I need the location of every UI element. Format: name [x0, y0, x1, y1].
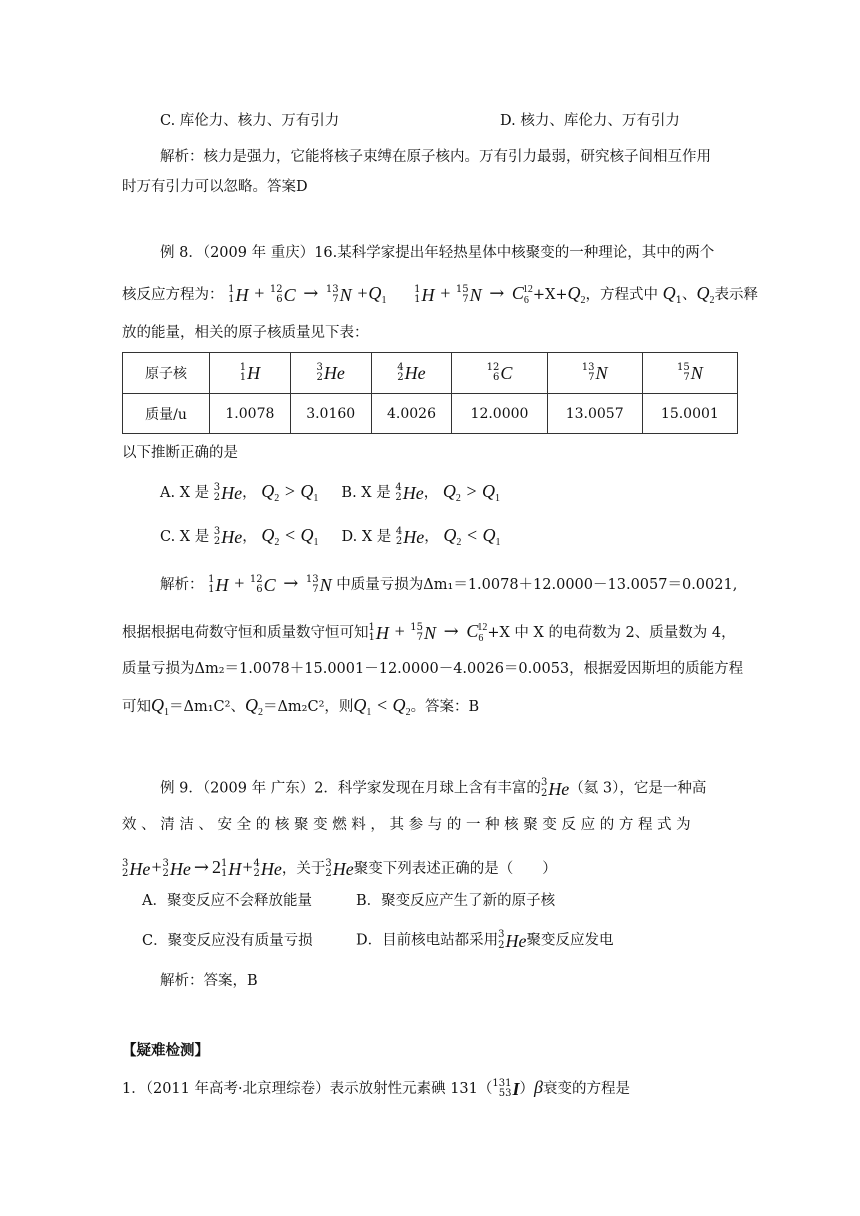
ex9-line1: 例 9．（2009 年 广东）2．科学家发现在月球上含有丰富的 3 2 He （氦 3），它是一种高 [160, 777, 707, 799]
nuclide-H1-b: 1 1 H [414, 283, 435, 305]
ex8-options-ab: A. X 是 3 2 He ， $Q_2 > Q_1$ B. X 是 4 2 He ， $Q_2 > Q_1$ [160, 481, 500, 504]
table-mass-label: 质量/u [123, 394, 210, 434]
ex8-analysis-line4: 可知$Q_1=\Delta m_1C^2$、$Q_2=\Delta m_2C^2$，则$Q_1 < Q_2$。答案：B [122, 695, 480, 718]
ex9-option-b: B．聚变反应产生了新的原子核 [356, 893, 556, 909]
nuclide-N15: 15 7 N [455, 283, 482, 305]
ex8-analysis-line1: 解析： 1 1 H + 12 6 C → 13 7 N 中质量亏损为Δm₁＝1.0078＋12.0000－13.0057＝0.0021, [160, 573, 738, 595]
ex9-analysis: 解析：答案，B [160, 973, 258, 989]
ex8-question: 以下推断正确的是 [122, 445, 238, 461]
ex8-line2: 核反应方程为： 1 1 H + 12 6 C → 13 7 N $+Q_1$ 1 1 H + 15 7 N → $C_6^{12}+X+Q_2$，方程式中 $Q_1$、$Q_2$表示释 [122, 283, 759, 306]
ex7-analysis-line2: 时万有引力可以忽略。答案D [122, 179, 308, 195]
ex8-line3: 放的能量，相关的原子核质量见下表： [122, 325, 369, 341]
ex9-option-a: A．聚变反应不会释放能量 [142, 893, 312, 909]
ex9-option-d: D．目前核电站都采用 3 2 He 聚变反应发电 [356, 929, 614, 951]
nuclide-H1: 1 1 H [228, 283, 249, 305]
q1-line: 1．（2011 年高考·北京理综卷）表示放射性元素碘 131（ 131 53 I ）β衰变的方程是 [122, 1077, 630, 1099]
nuclide-N13: 13 7 N [325, 283, 352, 305]
table-row: 原子核 1 1 H 3 2 He 4 2 He 12 6 C 13 7 N 15 7 N [123, 353, 738, 394]
nuclide-mass-table [122, 352, 738, 434]
ex8-analysis-line2: 根据根据电荷数守恒和质量数守恒可知 1 1 H + 15 7 N → $C_6^{12}+X$ 中 X 的电荷数为 2、质量数为 4， [122, 621, 736, 644]
option-c: C. 库伦力、核力、万有引力 [160, 113, 340, 129]
option-d: D. 核力、库伦力、万有引力 [500, 113, 680, 129]
ex9-line2: 效 、 清 洁 、 安 全 的 核 聚 变 燃 料 ， 其 参 与 的 一 种 核 聚 变 反 应 的 方 程 式 为 [122, 817, 691, 833]
ex9-line3: 3 2 He + 3 2 He → 2 1 1 H + 4 2 He ，关于 3 2 He 聚变下列表述正确的是（ ） [122, 857, 557, 879]
table-row: 质量/u 1.0078 3.0160 4.0026 12.0000 13.0057 15.0001 [123, 394, 738, 434]
ex9-option-c: C．聚变反应没有质量亏损 [142, 933, 313, 949]
table-header-label: 原子核 [123, 353, 210, 394]
section-title: 【疑难检测】 [122, 1043, 209, 1059]
ex8-line1: 例 8．（2009 年 重庆）16.某科学家提出年轻热星体中核聚变的一种理论，其中的两个 [160, 245, 715, 261]
nuclide-C12: 12 6 C [269, 283, 296, 305]
ex8-analysis-line3: 质量亏损为Δm₂＝1.0078＋15.0001－12.0000－4.0026＝0.0053，根据爱因斯坦的质能方程 [122, 661, 744, 677]
ex7-analysis-line1: 解析：核力是强力，它能将核子束缚在原子核内。万有引力最弱，研究核子间相互作用 [160, 149, 711, 165]
ex8-options-cd: C. X 是 3 2 He ， $Q_2 < Q_1$ D. X 是 4 2 He ， $Q_2 < Q_1$ [160, 525, 501, 548]
